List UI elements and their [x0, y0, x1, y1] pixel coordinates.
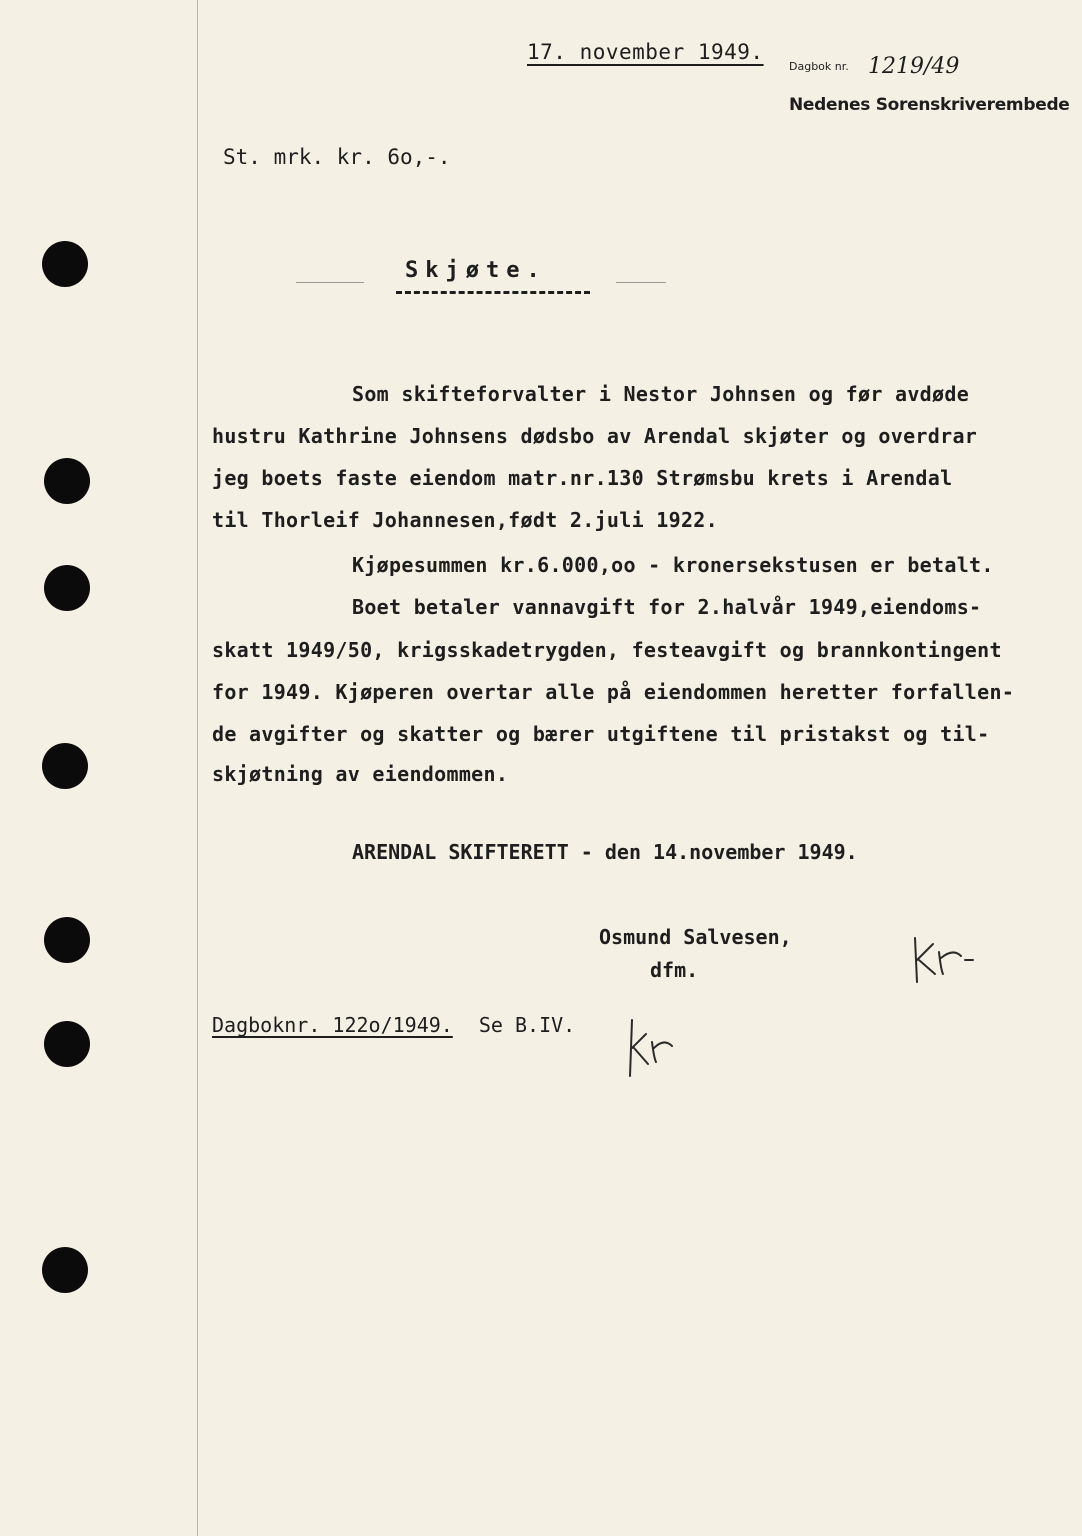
- title-underline: [396, 291, 590, 297]
- body-line: jeg boets faste eiendom matr.nr.130 Strømsbu krets i Arendal: [212, 466, 953, 490]
- punch-hole: [42, 1247, 88, 1293]
- stamp-label: Dagbok nr.: [789, 60, 849, 73]
- document-title: Skjøte.: [405, 258, 547, 283]
- title-decoration-right: [616, 282, 666, 283]
- title-decoration-left: [296, 282, 364, 283]
- body-line: de avgifter og skatter og bærer utgiftene til pristakst og til-: [212, 722, 990, 746]
- body-line: Kjøpesummen kr.6.000,oo - kronersekstusen er betalt.: [352, 553, 994, 577]
- document-date: 17. november 1949.: [527, 40, 764, 64]
- court-dateline: ARENDAL SKIFTERETT - den 14.november 1949.: [352, 840, 858, 864]
- dagbok-reference: [212, 1013, 575, 1037]
- stamp-fee: St. mrk. kr. 6o,-.: [223, 145, 451, 169]
- punch-hole: [44, 917, 90, 963]
- margin-line: [197, 0, 198, 1536]
- body-line: hustru Kathrine Johnsens dødsbo av Arendal skjøter og overdrar: [212, 424, 978, 448]
- punch-hole: [44, 458, 90, 504]
- body-line: skatt 1949/50, krigsskadetrygden, festeavgift og brannkontingent: [212, 638, 1002, 662]
- body-line: for 1949. Kjøperen overtar alle på eiendommen heretter forfallen-: [212, 680, 1015, 704]
- body-line: Boet betaler vannavgift for 2.halvår 1949,eiendoms-: [352, 595, 982, 619]
- see-reference: Se B.IV.: [478, 1013, 576, 1037]
- dagbok-number: Dagboknr. 122o/1949.: [212, 1013, 453, 1037]
- body-line: skjøtning av eiendommen.: [212, 762, 509, 786]
- handwritten-initials-signature: [905, 930, 995, 990]
- punch-hole: [42, 241, 88, 287]
- punch-hole: [44, 1021, 90, 1067]
- punch-hole: [42, 743, 88, 789]
- body-line: til Thorleif Johannesen,født 2.juli 1922.: [212, 508, 718, 532]
- body-line: Som skifteforvalter i Nestor Johnsen og før avdøde: [352, 382, 970, 406]
- signatory-name: Osmund Salvesen,: [599, 925, 792, 949]
- handwritten-initials-footer: [620, 1012, 690, 1082]
- stamp-office: Nedenes Sorenskriverembede: [789, 95, 1070, 115]
- signatory-title: dfm.: [650, 958, 699, 982]
- stamp-number: 1219/49: [868, 54, 960, 79]
- punch-hole: [44, 565, 90, 611]
